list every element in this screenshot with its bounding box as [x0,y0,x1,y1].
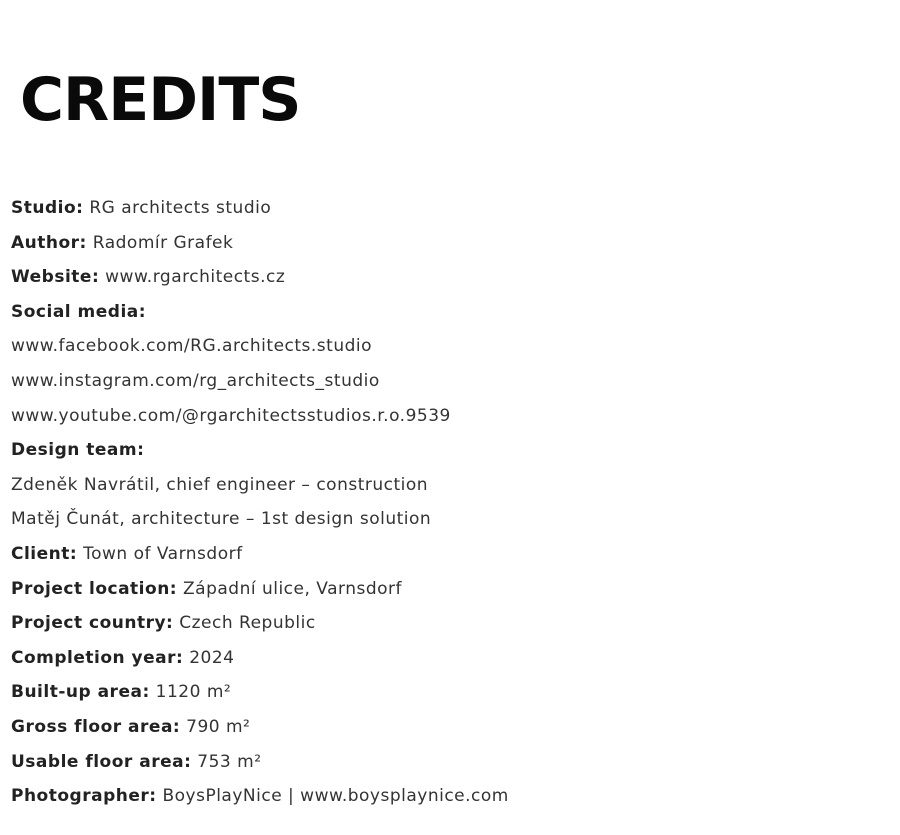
credit-value: BoysPlayNice | www.boysplaynice.com [162,786,509,807]
credit-author [11,226,509,261]
credit-value: www.youtube.com/@rgarchitectsstudios.r.o.9539 [11,405,451,426]
credit-instagram [11,364,509,399]
credit-value: Radomír Grafek [92,232,234,253]
credit-value: www.facebook.com/RG.architects.studio [11,336,373,357]
credit-photographer [11,779,509,814]
credit-facebook [11,329,509,364]
credit-youtube [11,399,509,434]
credit-value: 790 m² [186,716,251,737]
credit-label: Author: [11,232,87,253]
page-title: CREDITS [20,65,301,135]
credit-value: www.rgarchitects.cz [105,267,286,288]
credit-value: RG architects studio [89,198,272,218]
credit-social-media-heading [11,295,509,330]
credit-value: 1120 m² [155,682,232,703]
credit-label: Usable floor area: [11,751,192,772]
credit-value: www.instagram.com/rg_architects_studio [11,370,380,391]
credit-value: 753 m² [197,751,262,772]
credit-label: Website: [11,267,100,288]
credit-label: Photographer: [11,786,157,807]
credit-value: Západní ulice, Varnsdorf [183,578,403,599]
credit-value: 2024 [189,647,235,668]
credit-label: Project location: [11,578,178,599]
credit-project-location [11,572,509,607]
credit-built-up-area [11,675,509,710]
credit-design-team-heading [11,433,509,468]
credit-value: Town of Varnsdorf [83,543,243,564]
credit-label: Studio: [11,198,84,218]
credit-label: Project country: [11,613,174,634]
credit-client [11,537,509,572]
credit-website [11,260,509,295]
credit-label: Gross floor area: [11,716,181,737]
credits-list [11,191,509,814]
credit-completion-year [11,641,509,676]
credit-label: Completion year: [11,647,184,668]
credit-value: Matěj Čunát, architecture – 1st design solution [11,509,432,530]
credit-label: Social media: [11,301,147,322]
credit-project-country [11,606,509,641]
credit-gross-floor-area [11,710,509,745]
credit-studio [11,191,509,226]
credit-label: Built-up area: [11,682,150,703]
credit-value: Zdeněk Navrátil, chief engineer – construction [11,474,429,495]
credit-team-member [11,502,509,537]
credit-usable-floor-area [11,745,509,780]
credit-value: Czech Republic [179,613,316,634]
credit-label: Client: [11,543,78,564]
credit-label: Design team: [11,440,145,461]
credit-team-member [11,468,509,503]
